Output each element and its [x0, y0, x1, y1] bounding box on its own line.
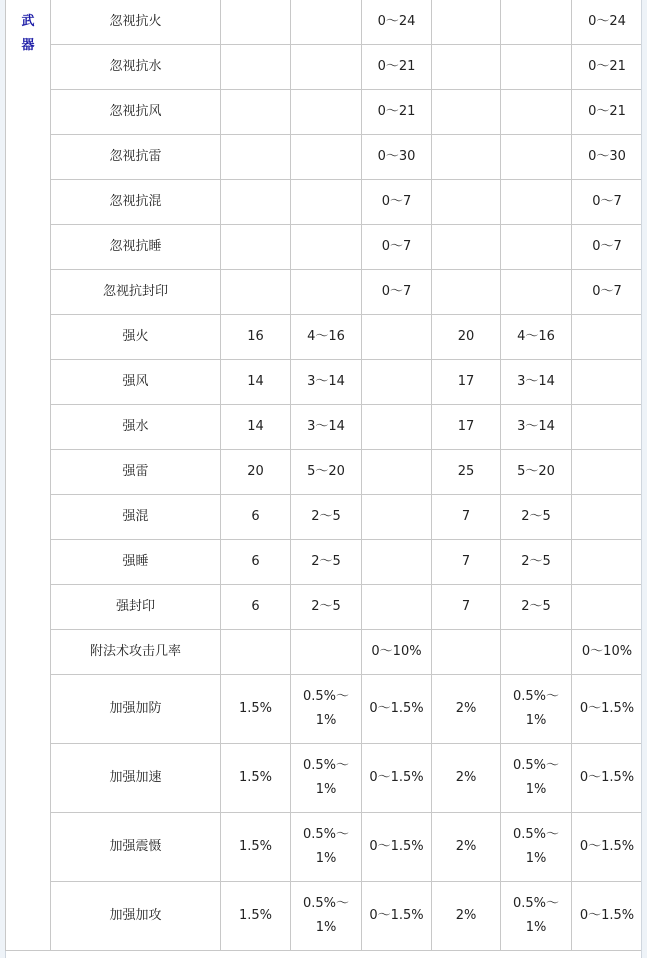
- value-cell: 20: [432, 315, 501, 360]
- attribute-name: 忽视抗雷: [51, 135, 221, 180]
- table-row: [6, 585, 643, 630]
- value-cell: 0～7: [572, 225, 643, 270]
- value-cell: 1.5%: [221, 813, 291, 882]
- attribute-name: 强水: [51, 405, 221, 450]
- value-cell: 0～7: [572, 180, 643, 225]
- value-cell: 0～7: [362, 180, 432, 225]
- value-cell: [362, 540, 432, 585]
- value-cell: [572, 405, 643, 450]
- attribute-name: 强封印: [51, 585, 221, 630]
- value-line-1: 0.5%～: [302, 827, 350, 842]
- category-char-2: 器: [21, 38, 35, 53]
- value-cell: 2～5: [501, 585, 572, 630]
- value-line-1: 0.5%～: [512, 827, 560, 842]
- category-cell: [6, 0, 51, 951]
- value-line-1: 0.5%～: [302, 758, 350, 773]
- attribute-name: 加强加防: [51, 675, 221, 744]
- value-cell: 1.5%: [221, 675, 291, 744]
- value-cell: 0～1.5%: [362, 744, 432, 813]
- attribute-name: 附法术攻击几率: [51, 630, 221, 675]
- value-cell: 2%: [432, 882, 501, 951]
- value-cell: 1.5%: [221, 744, 291, 813]
- attribute-name: 忽视抗水: [51, 45, 221, 90]
- attribute-name: 加强加攻: [51, 882, 221, 951]
- value-cell: [221, 180, 291, 225]
- value-line-2: 1%: [315, 920, 337, 935]
- value-cell: 20: [221, 450, 291, 495]
- attribute-name: 强风: [51, 360, 221, 405]
- attribute-name: 忽视抗睡: [51, 225, 221, 270]
- value-cell: 14: [221, 405, 291, 450]
- value-cell: 6: [221, 495, 291, 540]
- value-cell: 2～5: [291, 585, 362, 630]
- value-cell: [362, 450, 432, 495]
- value-cell: [501, 45, 572, 90]
- value-cell: 4～16: [291, 315, 362, 360]
- value-cell: [291, 45, 362, 90]
- value-cell: [432, 135, 501, 180]
- attribute-name: 忽视抗混: [51, 180, 221, 225]
- value-cell: [291, 744, 362, 813]
- weapon-attribute-table: [5, 0, 643, 951]
- value-cell: 6: [221, 540, 291, 585]
- value-cell: 0～21: [572, 90, 643, 135]
- value-cell: [291, 225, 362, 270]
- value-cell: 2%: [432, 675, 501, 744]
- value-cell: [221, 45, 291, 90]
- attribute-name: 强火: [51, 315, 221, 360]
- value-cell: 2%: [432, 744, 501, 813]
- attribute-name: 加强震慑: [51, 813, 221, 882]
- value-cell: 2～5: [291, 495, 362, 540]
- value-cell: 2%: [432, 813, 501, 882]
- value-cell: [291, 813, 362, 882]
- value-cell: 3～14: [291, 360, 362, 405]
- value-cell: [432, 45, 501, 90]
- attribute-name: 忽视抗火: [51, 0, 221, 45]
- value-cell: [501, 0, 572, 45]
- value-cell: 0～1.5%: [572, 744, 643, 813]
- value-line-2: 1%: [315, 851, 337, 866]
- value-cell: [291, 270, 362, 315]
- value-cell: [572, 450, 643, 495]
- value-line-2: 1%: [315, 713, 337, 728]
- value-cell: [291, 135, 362, 180]
- value-cell: 0～30: [572, 135, 643, 180]
- table-row: [6, 630, 643, 675]
- value-line-1: 0.5%～: [512, 758, 560, 773]
- value-cell: 0～7: [362, 225, 432, 270]
- attribute-name: 强睡: [51, 540, 221, 585]
- value-cell: [501, 135, 572, 180]
- value-cell: [572, 315, 643, 360]
- value-cell: [501, 630, 572, 675]
- category-char-1: 武: [21, 14, 35, 29]
- value-cell: 0～10%: [362, 630, 432, 675]
- value-cell: 5～20: [291, 450, 362, 495]
- value-line-1: 0.5%～: [302, 896, 350, 911]
- value-cell: [572, 495, 643, 540]
- table-row: [6, 315, 643, 360]
- table-row: [6, 882, 643, 951]
- value-cell: 0～21: [362, 90, 432, 135]
- value-cell: 3～14: [501, 360, 572, 405]
- value-cell: [572, 540, 643, 585]
- value-line-2: 1%: [525, 713, 547, 728]
- value-cell: 6: [221, 585, 291, 630]
- value-cell: [501, 180, 572, 225]
- value-line-1: 0.5%～: [512, 896, 560, 911]
- value-cell: [362, 585, 432, 630]
- value-cell: [362, 495, 432, 540]
- table-row: [6, 360, 643, 405]
- attribute-name: 忽视抗封印: [51, 270, 221, 315]
- table-row: [6, 813, 643, 882]
- value-cell: 17: [432, 405, 501, 450]
- value-cell: [432, 225, 501, 270]
- value-cell: [432, 90, 501, 135]
- value-cell: 7: [432, 495, 501, 540]
- value-cell: 14: [221, 360, 291, 405]
- value-cell: [221, 225, 291, 270]
- table-row: [6, 225, 643, 270]
- value-cell: [501, 90, 572, 135]
- value-cell: 1.5%: [221, 882, 291, 951]
- table-row: [6, 540, 643, 585]
- value-cell: [291, 90, 362, 135]
- table-row: [6, 270, 643, 315]
- value-line-2: 1%: [525, 782, 547, 797]
- value-cell: 2～5: [501, 540, 572, 585]
- table-row: [6, 495, 643, 540]
- value-cell: 16: [221, 315, 291, 360]
- value-cell: [221, 90, 291, 135]
- value-cell: [362, 315, 432, 360]
- table-row: [6, 744, 643, 813]
- value-cell: 3～14: [291, 405, 362, 450]
- value-cell: 0～1.5%: [362, 675, 432, 744]
- table-row: [6, 90, 643, 135]
- value-cell: 4～16: [501, 315, 572, 360]
- value-cell: 7: [432, 585, 501, 630]
- value-cell: [291, 180, 362, 225]
- attribute-name: 强雷: [51, 450, 221, 495]
- value-cell: 5～20: [501, 450, 572, 495]
- value-cell: 0～24: [362, 0, 432, 45]
- value-cell: [501, 744, 572, 813]
- value-line-1: 0.5%～: [512, 689, 560, 704]
- value-cell: [501, 813, 572, 882]
- table-row: [6, 675, 643, 744]
- value-cell: [221, 0, 291, 45]
- value-cell: 7: [432, 540, 501, 585]
- value-cell: 0～1.5%: [362, 882, 432, 951]
- value-cell: [501, 675, 572, 744]
- value-cell: [572, 360, 643, 405]
- value-cell: [501, 225, 572, 270]
- value-cell: 0～21: [572, 45, 643, 90]
- value-cell: [221, 630, 291, 675]
- table-row: [6, 450, 643, 495]
- value-cell: 0～1.5%: [572, 882, 643, 951]
- value-cell: 2～5: [501, 495, 572, 540]
- value-cell: 0～1.5%: [572, 675, 643, 744]
- value-cell: [362, 405, 432, 450]
- value-cell: [291, 882, 362, 951]
- value-cell: 0～21: [362, 45, 432, 90]
- value-cell: [291, 630, 362, 675]
- value-cell: [291, 675, 362, 744]
- value-cell: [291, 0, 362, 45]
- table-row: [6, 0, 643, 45]
- value-cell: 0～10%: [572, 630, 643, 675]
- right-border-strip: [641, 0, 647, 958]
- table-row: [6, 405, 643, 450]
- value-line-2: 1%: [525, 920, 547, 935]
- value-cell: 3～14: [501, 405, 572, 450]
- value-cell: [432, 180, 501, 225]
- value-cell: 0～1.5%: [572, 813, 643, 882]
- value-cell: [432, 630, 501, 675]
- value-cell: [572, 585, 643, 630]
- table-row: [6, 180, 643, 225]
- value-cell: 25: [432, 450, 501, 495]
- value-cell: 2～5: [291, 540, 362, 585]
- value-cell: [221, 135, 291, 180]
- value-cell: [432, 270, 501, 315]
- value-line-1: 0.5%～: [302, 689, 350, 704]
- value-cell: 17: [432, 360, 501, 405]
- value-line-2: 1%: [525, 851, 547, 866]
- value-cell: [432, 0, 501, 45]
- value-cell: 0～7: [362, 270, 432, 315]
- value-line-2: 1%: [315, 782, 337, 797]
- value-cell: 0～7: [572, 270, 643, 315]
- value-cell: 0～1.5%: [362, 813, 432, 882]
- value-cell: 0～24: [572, 0, 643, 45]
- value-cell: [362, 360, 432, 405]
- table-row: [6, 135, 643, 180]
- value-cell: [221, 270, 291, 315]
- attribute-name: 加强加速: [51, 744, 221, 813]
- value-cell: 0～30: [362, 135, 432, 180]
- value-cell: [501, 882, 572, 951]
- value-cell: [501, 270, 572, 315]
- attribute-name: 忽视抗风: [51, 90, 221, 135]
- attribute-name: 强混: [51, 495, 221, 540]
- table-row: [6, 45, 643, 90]
